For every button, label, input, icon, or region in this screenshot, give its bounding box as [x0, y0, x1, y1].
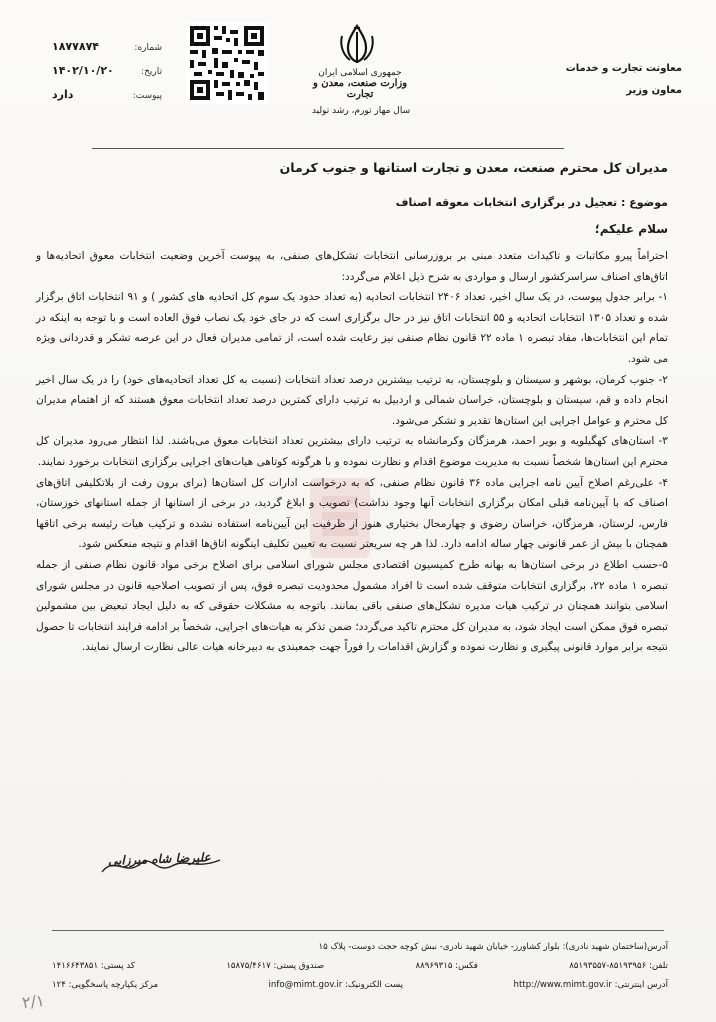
- date-label: تاریخ:: [141, 67, 162, 77]
- subject-line: موضوع : تعجیل در برگزاری انتخابات معوقه اصناف: [395, 196, 668, 209]
- footer-contact-row: [52, 957, 668, 976]
- date-row: [52, 64, 162, 88]
- footer-web-row: [52, 976, 668, 995]
- footer-website[interactable]: آدرس اینترنتی: http://www.mimt.gov.ir: [513, 980, 668, 990]
- footer-address-row: [52, 938, 668, 957]
- signer-name: علیرضا شاه میرزایی: [107, 850, 211, 868]
- deputy-title: [522, 58, 682, 102]
- number-value: ۱۸۷۷۸۷۴: [52, 40, 99, 53]
- attachment-row: [52, 88, 162, 112]
- paragraph-1: ۱- برابر جدول پیوست، در یک سال اخیر، تعداد ۲۴۰۶ انتخابات اتحادیه (به تعداد حدود یک سوم کل اتحادیه های کشور ) و ۹۱ انتخابات اتاق برگزار شده و تعداد ۱۳۰۵ انتخابات اتحادیه و ۵۵ انتخابات اتاق نیز در حال برگزاری است که در جای خود یک نصاب فوق العاده است و با توجه به اینکه در تمام این انتخابات‌ها، مفاد تبصره ۱ ماده ۲۲ قانون نظام صنفی نیز رعایت شده است، از تمامی مدیران فعال در این عرصه تشکر و قدردانی ویژه می شود.: [36, 291, 668, 365]
- header-divider: [92, 148, 564, 149]
- attachment-label: پیوست:: [132, 91, 162, 101]
- paragraph-3: ۳- استان‌های کهگیلویه و بویر احمد، هرمزگان وکرمانشاه به ترتیب دارای بیشترین تعداد انتخابات معوق می‌باشند. لذا انتظار می‌رود مدیران کل محترم این استان‌ها شخصاً نسبت به مدیریت موضوع اقدام و نظارت نموده و با هرگونه کوتاهی هیات‌های اجرایی برگزاری انتخابات برخورد نمایند.: [36, 435, 668, 468]
- paragraph-5: ۵-حسب اطلاع در برخی استان‌ها به بهانه طرح کمیسیون اقتصادی مجلس شورای اسلامی برای اصلاح برخی مواد قانون نظام صنفی از جمله تبصره ۱ ماده ۲۲، برگزاری انتخابات متوقف شده است تا افراد مشمول محدودیت تبصره فوق، پس از تصویب اصلاحیه قانون در مجلس شورای اسلامی بتوانند همچنان در ترکیب هیات مدیره تشکل‌های صنفی باقی بمانند. باتوجه به مشکلات حقوقی که به دلیل ایجاد تبعیض بین مشمولین تبصره فوق ممکن است ایجاد شود، به مدیران کل محترم تاکید می‌گردد؛ ضمن تذکر به هیات‌های اجرایی، شخصاً بر ادامه فرایند انتخابات تا حصول نتیجه برابر موارد قانونی پیگیری و نظارت نموده و گزارش اقدامات را فوراً جهت جمعبندی به دبیرخانه هیات عالی نظارت ارسال نمایند.: [36, 558, 668, 654]
- year-slogan: سال مهار تورم، رشد تولید: [311, 106, 411, 116]
- deputy-line-2: معاون وزیر: [626, 85, 682, 96]
- greeting: سلام علیکم؛: [594, 222, 668, 236]
- attachment-value: دارد: [52, 88, 74, 101]
- number-row: [52, 40, 162, 64]
- qr-code-icon: [186, 22, 268, 104]
- deputy-line-1: معاونت تجارت و خدمات: [565, 63, 682, 74]
- letter-meta: [52, 40, 162, 112]
- footer: [52, 938, 668, 995]
- paragraph-intro: احتراماً پیرو مکاتبات و تاکیدات متعدد مبنی بر بروزرسانی انتخابات تشکل‌های صنفی، به پیوست آخرین وضعیت انتخابات معوق اتحادیه‌ها و اتاق‌های اصناف سراسرکشور ارسال و مواردی به شرح ذیل اعلام می‌گردد:: [36, 250, 668, 283]
- ministry-name: وزارت صنعت، معدن و تجارت: [312, 78, 408, 100]
- ministry-block: [300, 68, 420, 100]
- date-value: ۱۴۰۲/۱۰/۲۰: [52, 64, 114, 77]
- letter-body: [36, 246, 668, 658]
- footer-center: مرکز یکپارچه پاسخگویی: ۱۲۴: [52, 980, 159, 990]
- emblem-icon: [334, 22, 380, 68]
- page-number: ۲/۱: [21, 990, 46, 1013]
- number-label: شماره:: [134, 43, 162, 53]
- footer-divider: [52, 930, 664, 931]
- footer-postal: کد پستی: ۱۴۱۶۶۴۳۸۵۱: [52, 961, 135, 971]
- footer-fax: فکس: ۸۸۹۶۹۳۱۵: [415, 961, 478, 971]
- footer-phone: تلفن: ۸۵۱۹۳۹۵۶-۸۵۱۹۳۵۵۷: [569, 961, 668, 971]
- footer-email[interactable]: پست الکترونیک: info@mimt.gov.ir: [268, 980, 404, 990]
- republic-name: جمهوری اسلامی ایران: [318, 68, 402, 78]
- footer-address: آدرس(ساختمان شهید نادری): بلوار کشاورز- خیابان شهید نادری- نبش کوچه حجت دوست- پلاک ۱۵: [318, 942, 668, 952]
- paragraph-4: ۴- علی‌رغم اصلاح آیین نامه اجرایی ماده ۳۶ قانون نظام صنفی، که به درخواست ادارات کل استان‌ها (برای برون رفت از بلاتکلیفی اتاق‌های اصناف که با آیین‌نامه قبلی امکان برگزاری انتخابات آنها وجود نداشت) تصویب و ابلاغ گردید، در برخی از استانها از جمله استانهای خوزستان، فارس، لرستان، هرمزگان، خراسان رضوی و چهارمحال بختیاری هنوز از ظرفیت این آیین‌نامه استفاده نشده و ترکیب هیات رئیسه برخی اتاقها همچنان با بیش از عمر قانونی چهار ساله ادامه دارد. لذا هر چه سریعتر نسبت به تعیین تکلیف اینگونه اتاق‌ها اقدام و نتیجه منعکس شود.: [36, 476, 668, 551]
- footer-pobox: صندوق پستی: ۱۵۸۷۵/۴۶۱۷: [226, 961, 325, 971]
- addressee: مدیران کل محترم صنعت، معدن و تجارت استانها و جنوب کرمان: [279, 160, 668, 175]
- paragraph-2: ۲- جنوب کرمان، بوشهر و سیستان و بلوچستان، به ترتیب بیشترین درصد تعداد انتخابات (نسبت به کل تعداد اتحادیه‌های خود) را در یک سال اخیر انجام داده و قم، سیستان و بلوچستان، خراسان شمالی و اردبیل به ترتیب دارای کمترین درصد تعداد انتخابات معوق هستند که از اهتمام مدیران کل محترم و عوامل اجرایی این استان‌ها تقدیر و تشکر می‌شود.: [36, 373, 668, 427]
